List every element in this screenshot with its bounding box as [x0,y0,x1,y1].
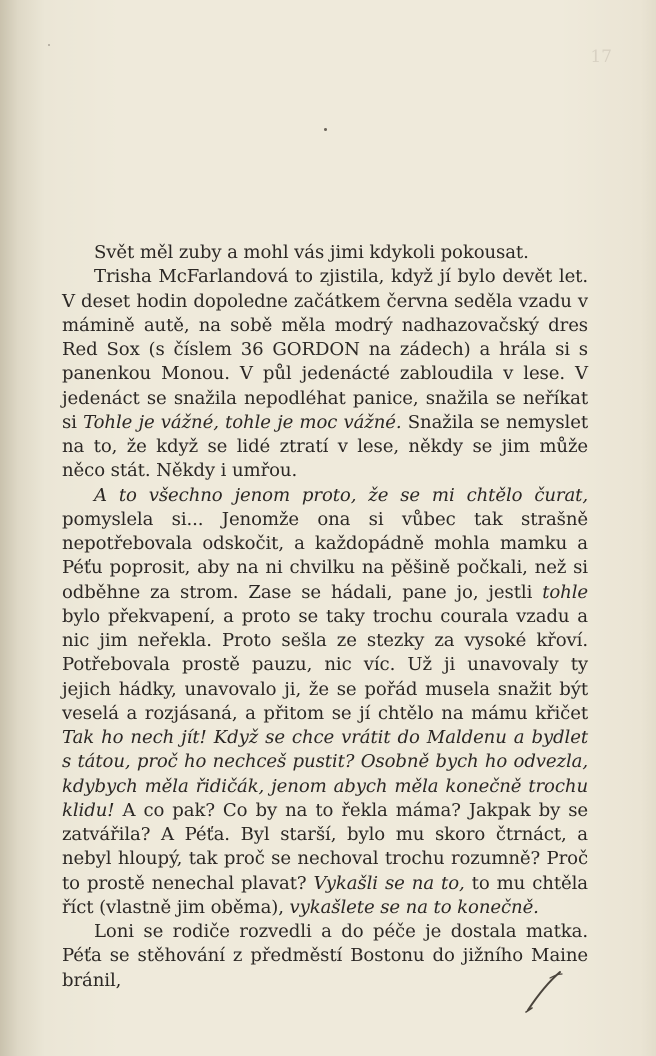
paper-speck [48,44,50,46]
paragraph [62,241,588,265]
pencil-mark-icon [524,968,564,1014]
italic-run: Vykašli se na to, [313,872,465,894]
italic-run: Tak ho nech jít! Když se chce vrátit do Maldenu a bydlet s tátou, proč ho nechceš pustit? Osobně bych ho odvezla, kdybych měla řidičák, jenom abych měla konečně trochu klidu! [62,727,588,821]
paragraph [62,484,588,921]
italic-run: vykašlete se na to konečně. [289,896,539,918]
paper-speck [324,128,327,131]
page-number-show-through: 17 [590,47,612,67]
text-run: pomyslela si... Jenomže ona si vůbec tak strašně nepotřebovala odskočit, a každopádně mohla mamku a Péťu poprosit, aby na ni chvilku na pěšině počkali, než si odběhne za strom. Zase se hádali, pane jo, jestli [62,508,588,603]
paragraph [62,920,588,993]
text-run: A co pak? Co by na to řekla máma? Jakpak by se zatvářila? A Péťa. Byl starší, bylo mu skoro čtrnáct, a nebyl hloupý, tak proč se nechoval trochu rozumně? Proč to prostě nenechal plavat? [62,799,588,894]
text-run: Loni se rodiče rozvedli a do péče je dostala matka. Péťa se stěhování z předměstí Bostonu do jižního Maine bránil, [62,921,588,991]
text-run: to mu chtěla říct (vlastně jim oběma), [62,872,588,918]
body-text [62,241,588,993]
text-run: bylo překvapení, a proto se taky trochu courala vzadu a nic jim neřekla. Proto sešla ze stezky za vysoké křoví. Potřebovala prostě pauzu, nic víc. Už ji unavovaly ty jejich hádky, unavovalo ji, že se pořád musela snažit být veselá a rozjásaná, a přitom se jí chtělo na mámu křičet [62,605,588,724]
italic-run: Tohle je vážné, tohle je moc vážné. [83,411,402,433]
italic-run: A to všechno jenom proto, že se mi chtělo čurat, [94,484,588,506]
text-run: Snažila se nemyslet na to, že když se lidé ztratí v lese, někdy se jim může něco stát. Někdy i umřou. [62,411,588,482]
text-run: Trisha McFarlandová to zjistila, když jí bylo devět let. V deset hodin dopoledne začátkem června seděla vzadu v mámině autě, na sobě měla modrý nadhazovačský dres Red Sox (s číslem 36 GORDON na zádech) a hrála si s panenkou Monou. V půl jedenácté zabloudila v lese. V jedenáct se snažila nepodléhat panice, snažila se neříkat si [62,266,588,433]
paragraph [62,265,588,483]
text-run: Svět měl zuby a mohl vás jimi kdykoli pokousat. [94,242,529,263]
italic-run: tohle [542,581,588,603]
